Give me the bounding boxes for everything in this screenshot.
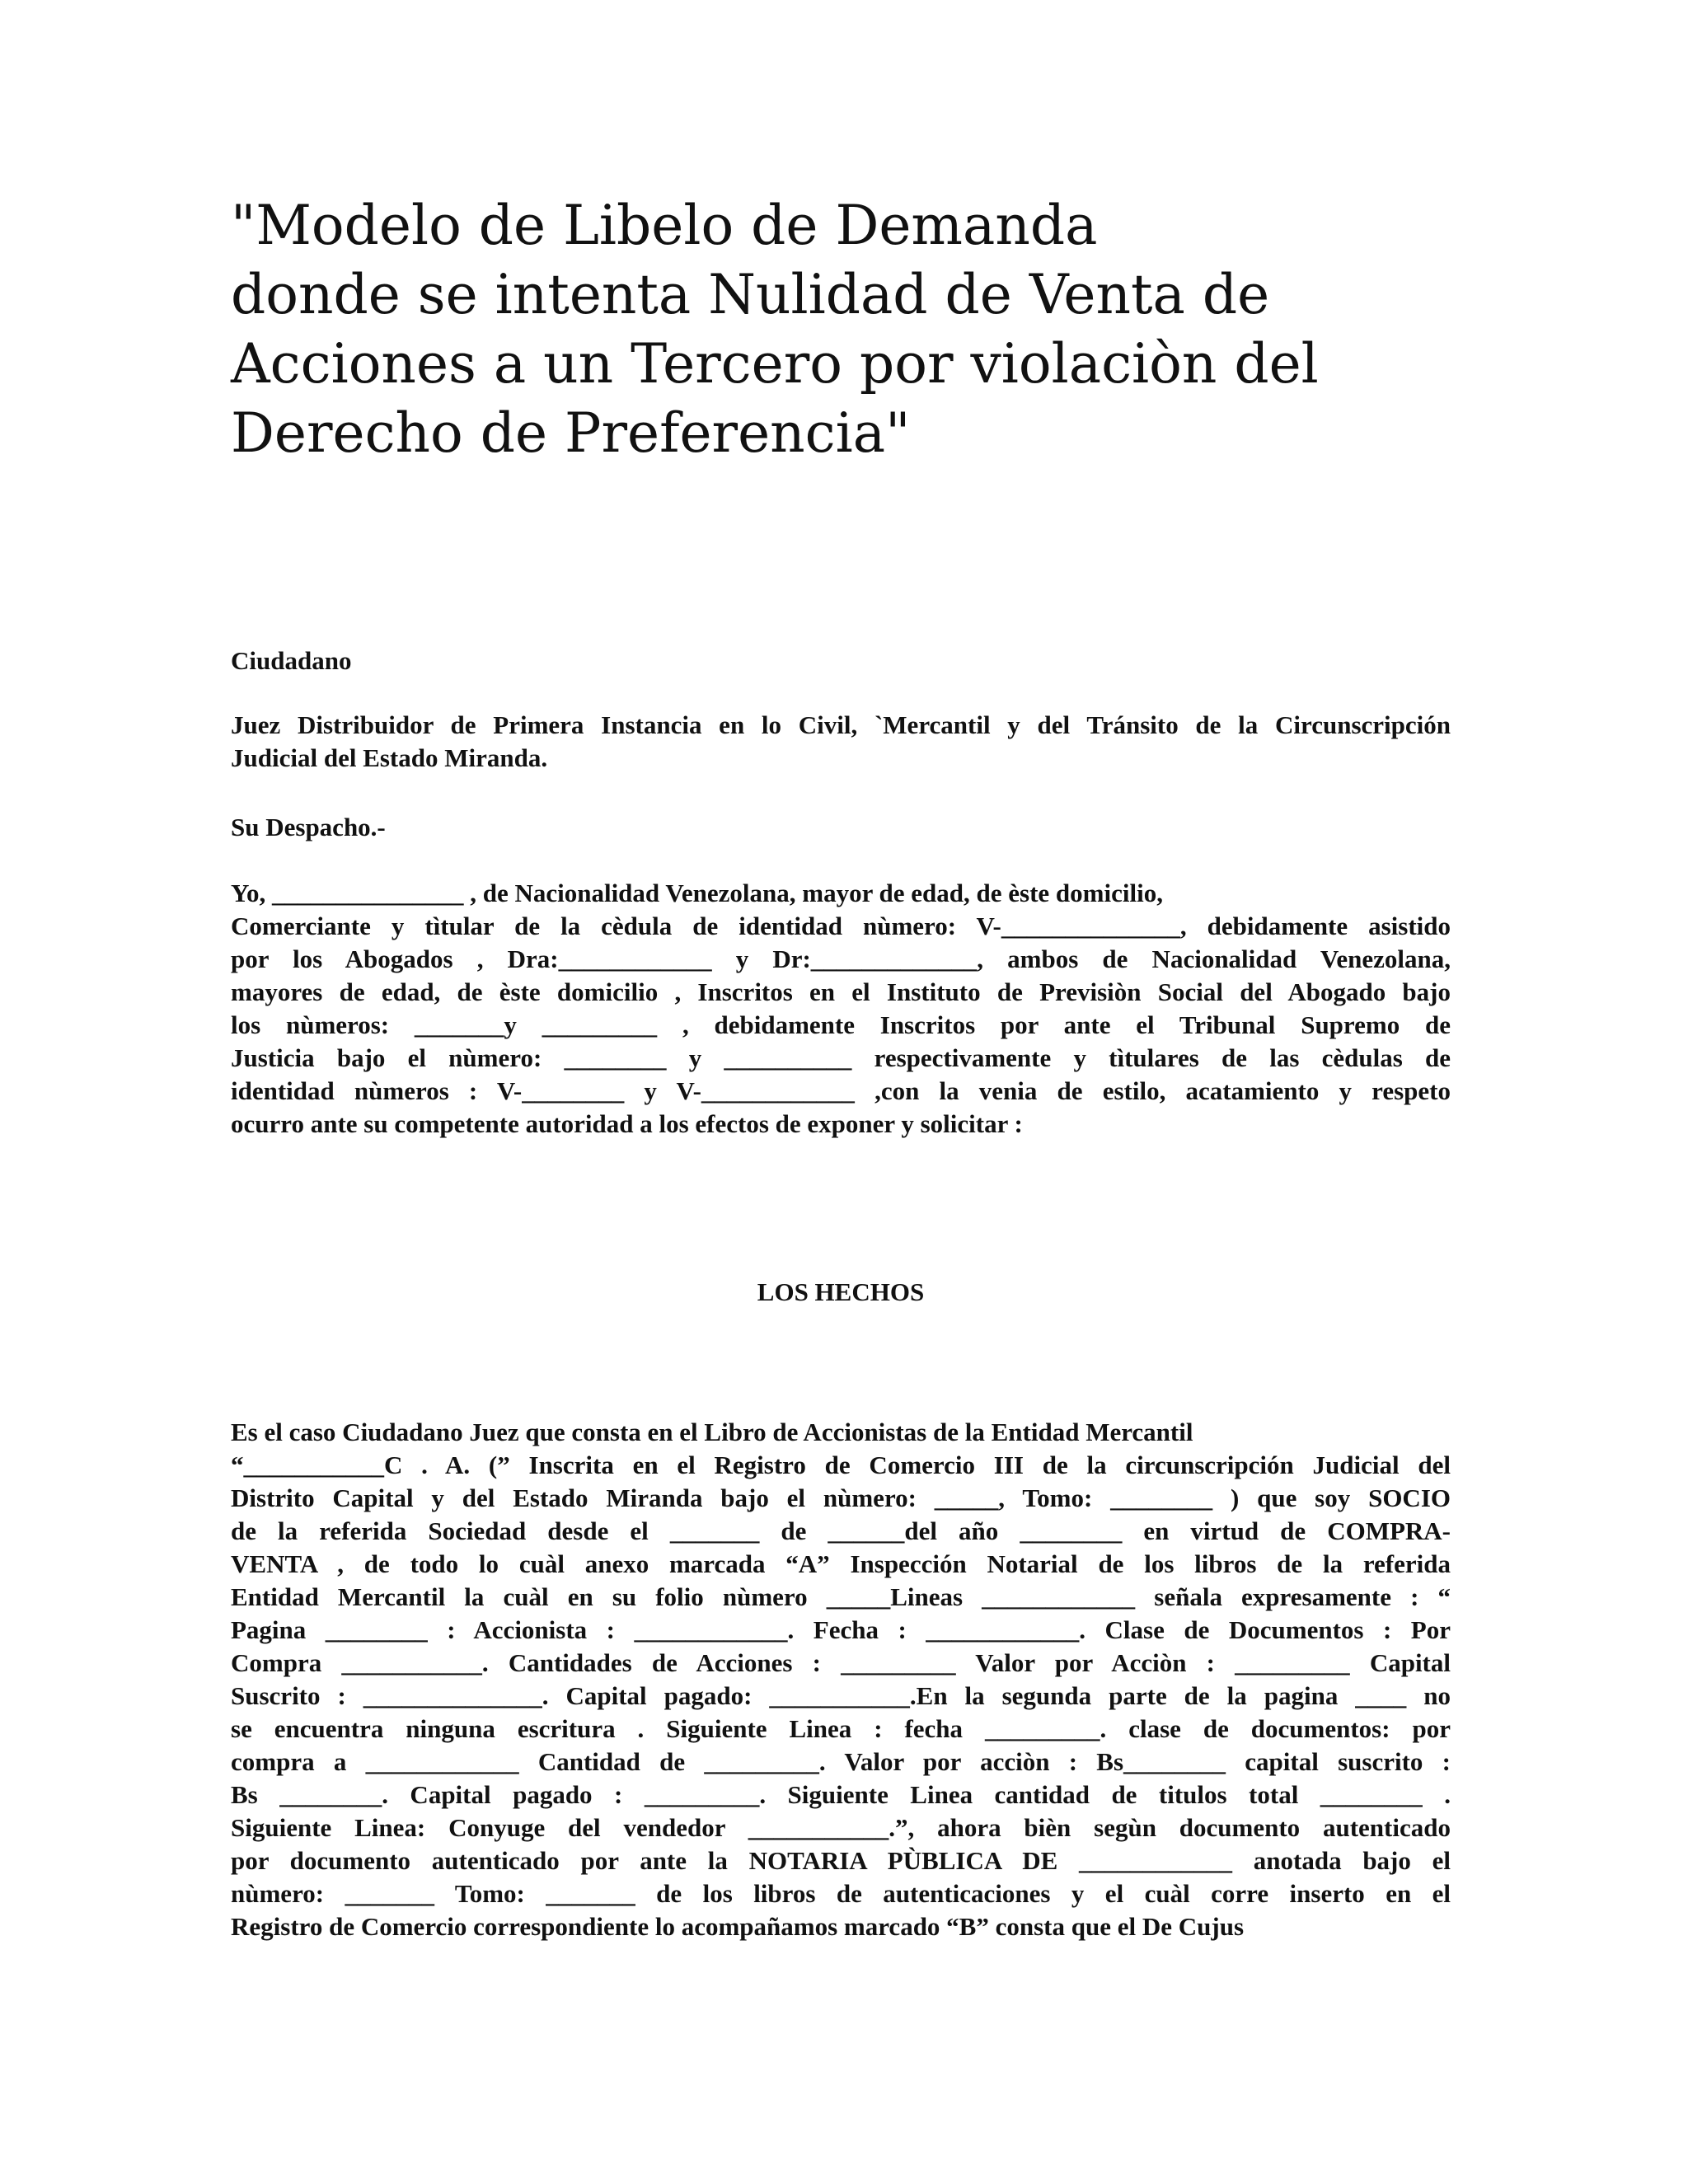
paragraph-line: ocurro ante su competente autoridad a los efectos de exponer y solicitar : — [231, 1109, 1023, 1138]
paragraph-line: Bs ________. Capital pagado : _________. Siguiente Linea cantidad de titulos total ________ . — [231, 1780, 1451, 1809]
despacho-line: Su Despacho.- — [231, 813, 386, 841]
title-line: "Modelo de Libelo de Demanda — [231, 194, 1098, 257]
paragraph-line: se encuentra ninguna escritura . Siguiente Linea : fecha _________. clase de documentos: por — [231, 1714, 1451, 1743]
paragraph-line: Distrito Capital y del Estado Miranda bajo el nùmero: _____, Tomo: ________ ) que soy SOCIO — [231, 1483, 1451, 1512]
paragraph-line: nùmero: _______ Tomo: _______ de los libros de autenticaciones y el cuàl corre inserto en el — [231, 1879, 1451, 1908]
title-line: donde se intenta Nulidad de Venta de — [231, 263, 1270, 326]
paragraph-line: Compra ___________. Cantidades de Acciones : _________ Valor por Acciòn : _________ Capital — [231, 1648, 1451, 1677]
paragraph-line: por los Abogados , Dra:____________ y Dr:_____________, ambos de Nacionalidad Venezolana, — [231, 944, 1451, 973]
paragraph-line: Entidad Mercantil la cuàl en su folio nùmero _____Lineas ____________ señala expresamente : “ — [231, 1582, 1451, 1611]
paragraph-line: de la referida Sociedad desde el _______ de ______del año ________ en virtud de COMPRA- — [231, 1516, 1451, 1545]
paragraph-line: Juez Distribuidor de Primera Instancia en lo Civil, `Mercantil y del Tránsito de la Circunscripción — [231, 710, 1451, 739]
paragraph-line: “___________C . A. (” Inscrita en el Registro de Comercio III de la circunscripción Judicial del — [231, 1451, 1451, 1479]
paragraph-line: mayores de edad, de èste domicilio , Inscritos en el Instituto de Previsiòn Social del Abogado bajo — [231, 977, 1451, 1006]
intro-paragraph — [231, 877, 1451, 1141]
title-line: Derecho de Preferencia" — [231, 401, 911, 465]
paragraph-line: Comerciante y tìtular de la cèdula de identidad nùmero: V-______________, debidamente asistido — [231, 912, 1451, 940]
paragraph-line: Yo, _______________ , de Nacionalidad Venezolana, mayor de edad, de èste domicilio, — [231, 879, 1163, 907]
paragraph-line: Registro de Comercio correspondiente lo acompañamos marcado “B” consta que el De Cujus — [231, 1912, 1245, 1941]
paragraph-line: compra a ____________ Cantidad de _________. Valor por acciòn : Bs________ capital suscrito : — [231, 1747, 1451, 1776]
addressee-paragraph — [231, 709, 1451, 775]
paragraph-line: Judicial del Estado Miranda. — [231, 743, 548, 772]
salutation: Ciudadano — [231, 646, 352, 675]
paragraph-line: Es el caso Ciudadano Juez que consta en el Libro de Accionistas de la Entidad Mercantil — [231, 1418, 1193, 1446]
paragraph-line: Justicia bajo el nùmero: ________ y __________ respectivamente y tìtulares de las cèdulas de — [231, 1043, 1451, 1072]
document-title — [231, 191, 1517, 468]
paragraph-line: Siguiente Linea: Conyuge del vendedor ___________.”, ahora bièn segùn documento autenticado — [231, 1813, 1451, 1842]
paragraph-line: Suscrito : ______________. Capital pagado: ___________.En la segunda parte de la pagina ____ no — [231, 1681, 1451, 1710]
paragraph-line: Pagina ________ : Accionista : ____________. Fecha : ____________. Clase de Documentos : Por — [231, 1615, 1451, 1644]
facts-paragraph — [231, 1416, 1451, 1943]
paragraph-line: VENTA , de todo lo cuàl anexo marcada “A” Inspección Notarial de los libros de la referida — [231, 1549, 1451, 1578]
title-line: Acciones a un Tercero por violaciòn del — [231, 332, 1319, 396]
paragraph-line: los nùmeros: _______y _________ , debidamente Inscritos por ante el Tribunal Supremo de — [231, 1010, 1451, 1039]
section-heading: LOS HECHOS — [757, 1277, 925, 1306]
paragraph-line: por documento autenticado por ante la NOTARIA PÙBLICA DE ____________ anotada bajo el — [231, 1846, 1451, 1875]
paragraph-line: identidad nùmeros : V-________ y V-____________ ,con la venia de estilo, acatamiento y respeto — [231, 1076, 1451, 1105]
